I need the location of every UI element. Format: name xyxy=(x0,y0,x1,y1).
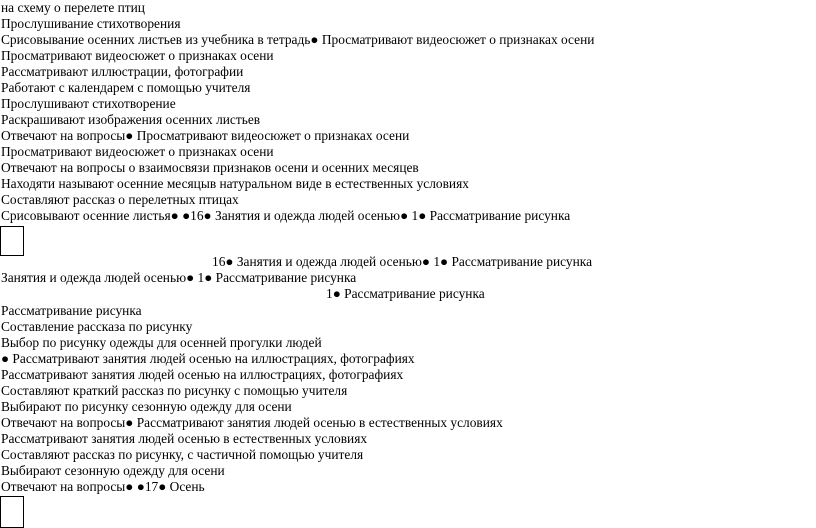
empty-box xyxy=(0,226,24,256)
text-line: Находяти называют осенние месяцыв натуральном виде в естественных условиях xyxy=(1,176,469,191)
text-line: Выбирают сезонную одежду для осени xyxy=(1,463,225,478)
text-line: Рассматривание рисунка xyxy=(1,303,142,318)
text-line: Рассматривают занятия людей осенью на иллюстрациях, фотографиях xyxy=(1,367,404,382)
text-line: Отвечают на вопросы● Рассматривают занятия людей осенью в естественных условиях xyxy=(1,415,503,430)
text-line: Рассматривают занятия людей осенью в естественных условиях xyxy=(1,431,368,446)
text-line: Рассматривают иллюстрации, фотографии xyxy=(1,64,244,79)
text-line: Срисовывают осенние листья● ●16● Занятия и одежда людей осенью● 1● Рассматривание рисунка xyxy=(1,208,571,223)
empty-box xyxy=(0,496,24,528)
text-line: Выбор по рисунку одежды для осенней прогулки людей xyxy=(1,335,322,350)
text-line: ● Рассматривают занятия людей осенью на иллюстрациях, фотографиях xyxy=(1,351,415,366)
text-line: Работают с календарем с помощью учителя xyxy=(1,80,251,95)
text-line: Срисовывание осенних листьев из учебника в тетрадь● Просматривают видеосюжет о признаках осени xyxy=(1,32,595,47)
text-line: на схему о перелете птиц xyxy=(1,0,145,15)
text-line: Выбирают по рисунку сезонную одежду для осени xyxy=(1,399,292,414)
text-line: Просматривают видеосюжет о признаках осени xyxy=(1,144,274,159)
text-line: Раскрашивают изображения осенних листьев xyxy=(1,112,261,127)
text-line: Отвечают на вопросы о взаимосвязи признаков осени и осенних месяцев xyxy=(1,160,419,175)
text-line: Прослушивание стихотворения xyxy=(1,16,181,31)
text-line: Составляют рассказ по рисунку, с частичной помощью учителя xyxy=(1,447,364,462)
text-line: Отвечают на вопросы● ●17● Осень xyxy=(1,479,205,494)
text-line: Отвечают на вопросы● Просматривают видеосюжет о признаках осени xyxy=(1,128,410,143)
text-line: Прослушивают стихотворение xyxy=(1,96,176,111)
text-line: Составление рассказа по рисунку xyxy=(1,319,193,334)
text-line: 16● Занятия и одежда людей осенью● 1● Рассматривание рисунка xyxy=(212,254,593,269)
text-line: Составляют рассказ о перелетных птицах xyxy=(1,192,239,207)
text-line: Просматривают видеосюжет о признаках осени xyxy=(1,48,274,63)
text-line: Занятия и одежда людей осенью● 1● Рассматривание рисунка xyxy=(1,270,357,285)
text-line: Составляют краткий рассказ по рисунку с помощью учителя xyxy=(1,383,348,398)
text-line: 1● Рассматривание рисунка xyxy=(326,286,485,301)
